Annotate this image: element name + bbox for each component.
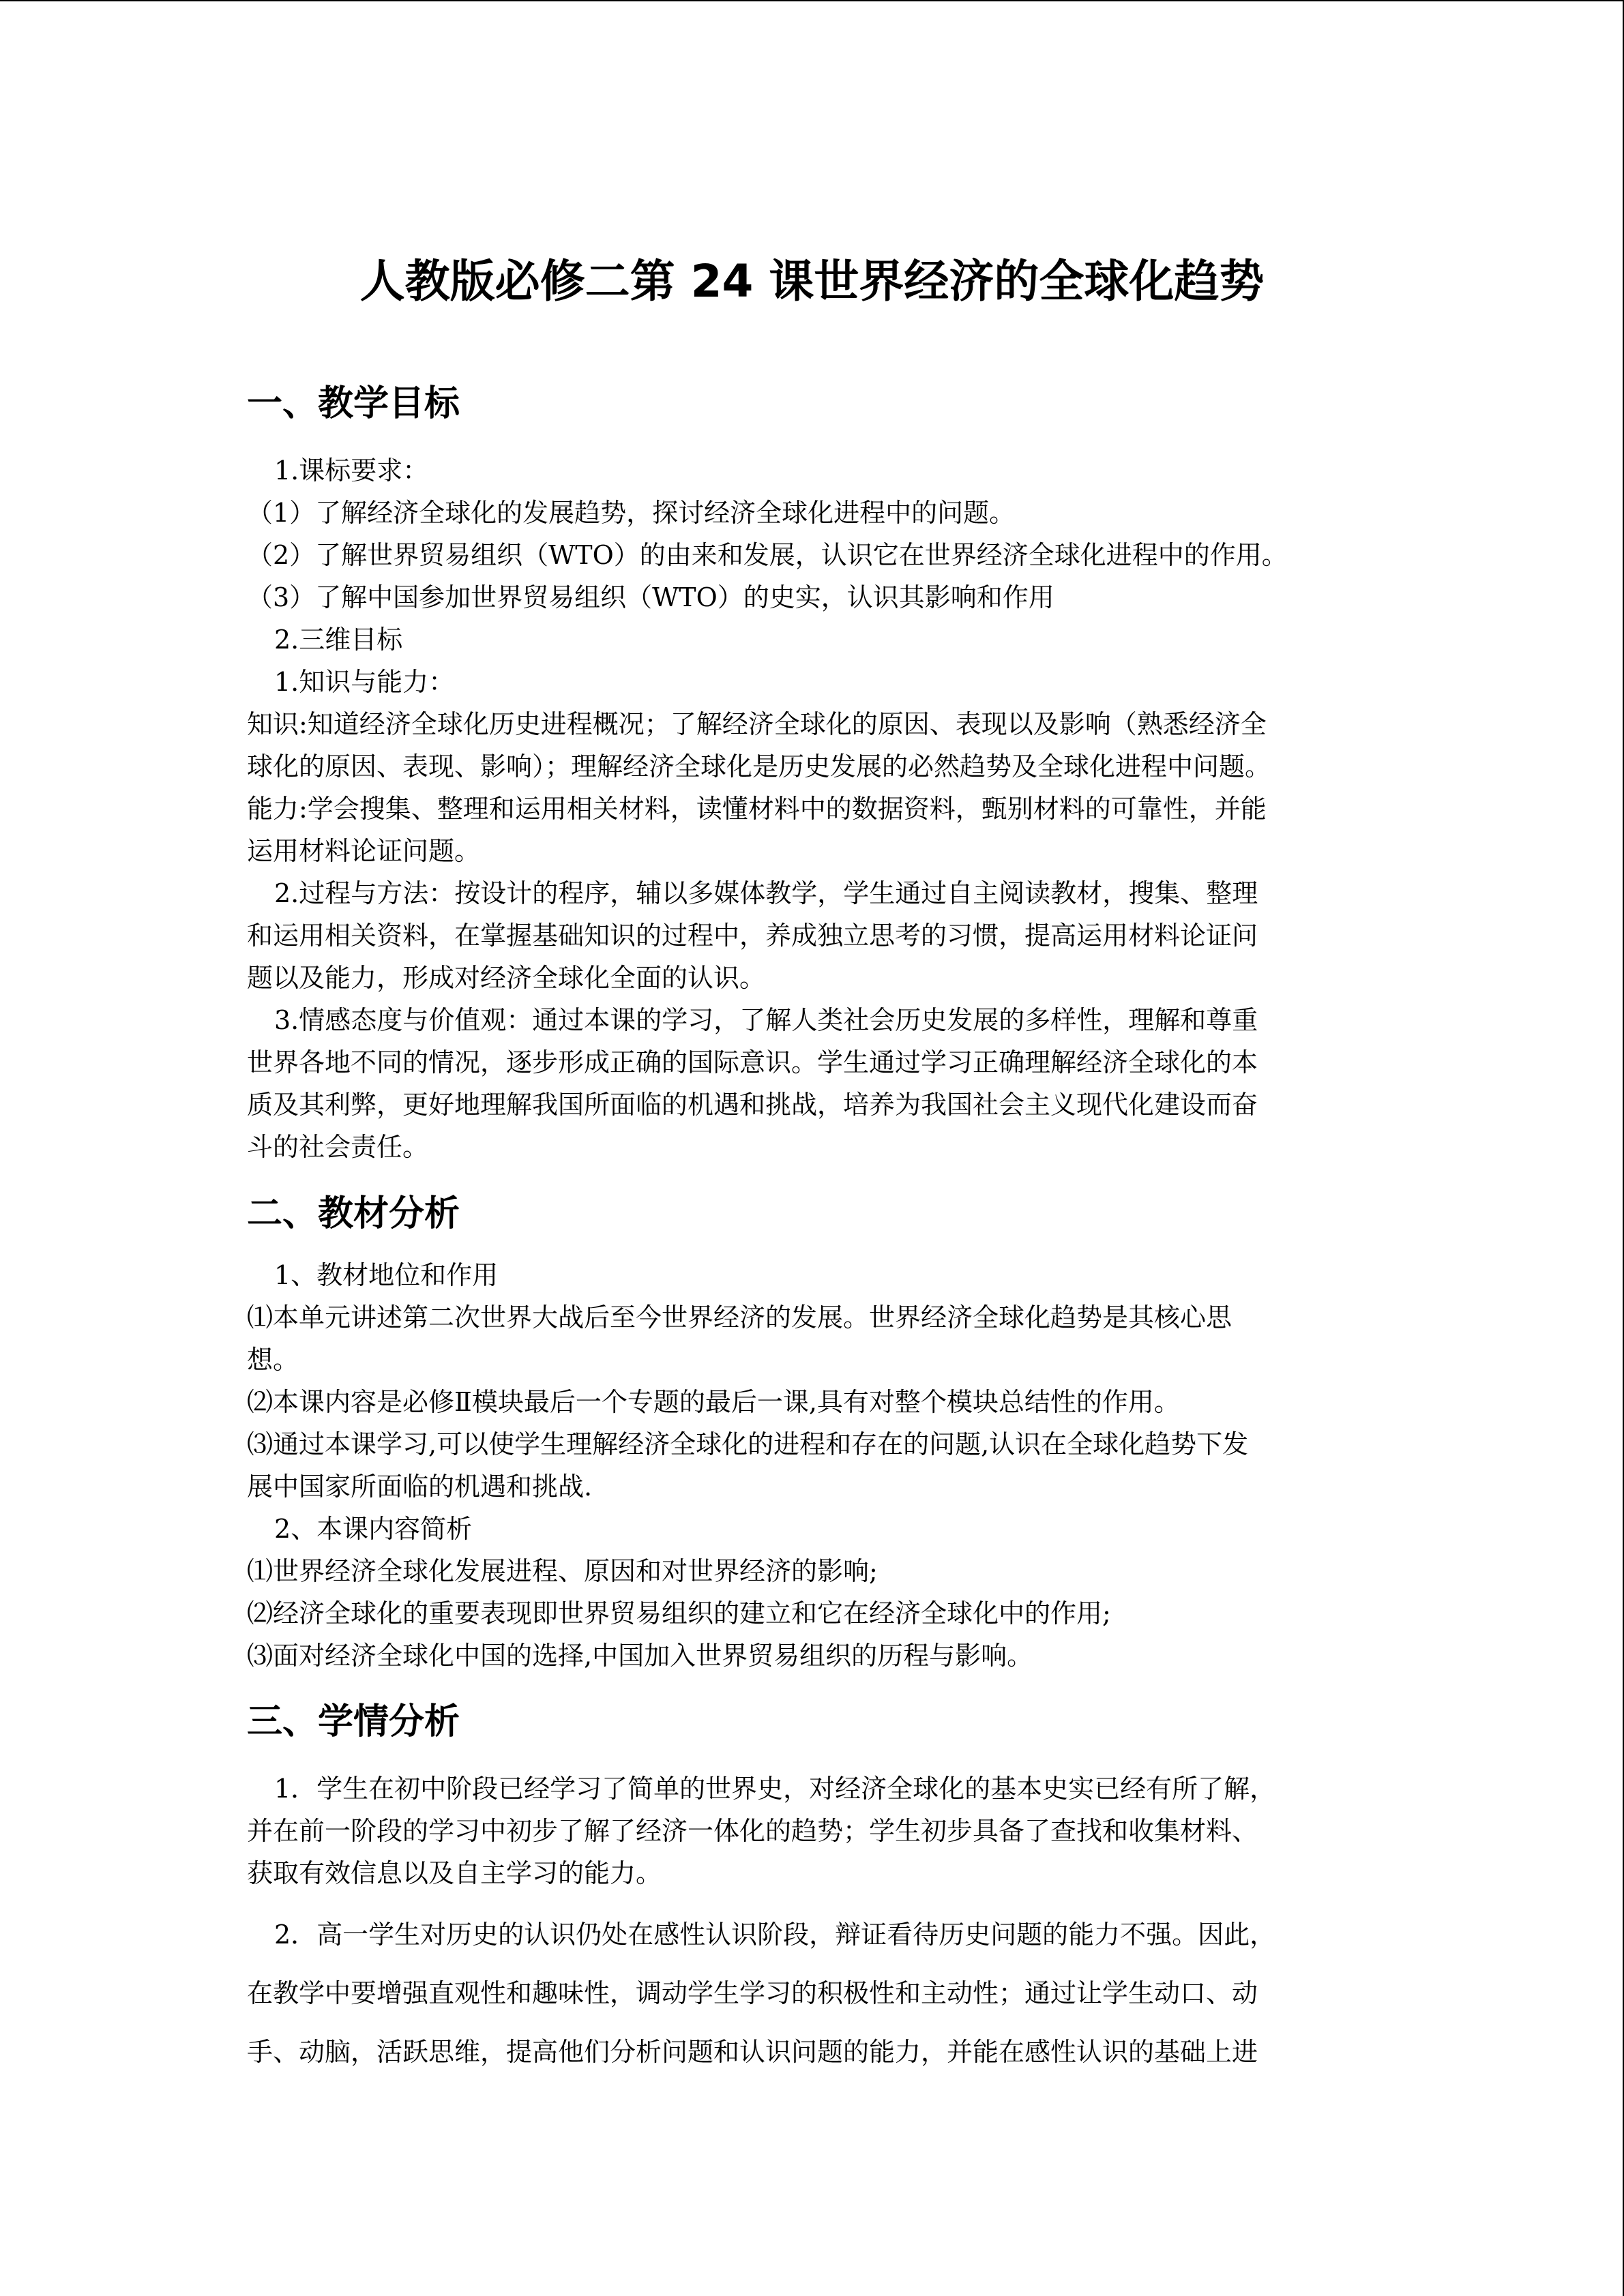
text-line: 2．高一学生对历史的认识仍处在感性认识阶段，辩证看待历史问题的能力不强。因此， xyxy=(274,1920,1276,1950)
text-line: 2.过程与方法：按设计的程序，辅以多媒体教学，学生通过自主阅读教材，搜集、整理 xyxy=(274,878,1258,908)
text-line: 2、本课内容简析 xyxy=(274,1514,473,1544)
document-title: 人教版必修二第 24 课世界经济的全球化趋势 xyxy=(359,255,1265,308)
text-line: （1）了解经济全球化的发展趋势，探讨经济全球化进程中的问题。 xyxy=(247,498,1016,528)
text-line: 1.知识与能力： xyxy=(274,667,455,697)
section-heading: 二、教材分析 xyxy=(247,1193,460,1234)
section-heading: 一、教学目标 xyxy=(247,383,460,424)
text-line: 3.情感态度与价值观：通过本课的学习，了解人类社会历史发展的多样性，理解和尊重 xyxy=(274,1005,1258,1035)
text-line: 知识:知道经济全球化历史进程概况；了解经济全球化的原因、表现以及影响（熟悉经济全 xyxy=(247,709,1267,739)
text-line: 并在前一阶段的学习中初步了解了经济一体化的趋势；学生初步具备了查找和收集材料、 xyxy=(247,1816,1258,1846)
text-line: （2）了解世界贸易组织（WTO）的由来和发展，认识它在世界经济全球化进程中的作用。 xyxy=(247,540,1288,570)
text-line: 运用材料论证问题。 xyxy=(247,836,481,866)
text-line: 和运用相关资料，在掌握基础知识的过程中，养成独立思考的习惯，提高运用材料论证问 xyxy=(247,921,1258,951)
text-line: 2.三维目标 xyxy=(274,625,403,655)
text-line: 想。 xyxy=(247,1345,299,1375)
text-line: ⑴本单元讲述第二次世界大战后至今世界经济的发展。世界经济全球化趋势是其核心思 xyxy=(247,1302,1232,1332)
text-line: 获取有效信息以及自主学习的能力。 xyxy=(247,1858,662,1888)
text-line: （3）了解中国参加世界贸易组织（WTO）的史实，认识其影响和作用 xyxy=(247,582,1054,612)
text-line: 能力:学会搜集、整理和运用相关材料，读懂材料中的数据资料，甄别材料的可靠性，并能 xyxy=(247,794,1267,824)
text-line: ⑴世界经济全球化发展进程、原因和对世界经济的影响; xyxy=(247,1556,878,1586)
text-line: 质及其利弊，更好地理解我国所面临的机遇和挑战，培养为我国社会主义现代化建设而奋 xyxy=(247,1090,1258,1120)
text-line: ⑵本课内容是必修Ⅱ模块最后一个专题的最后一课,具有对整个模块总结性的作用。 xyxy=(247,1387,1180,1417)
text-line: 1．学生在初中阶段已经学习了简单的世界史，对经济全球化的基本史实已经有所了解， xyxy=(274,1774,1276,1804)
text-line: 在教学中要增强直观性和趣味性，调动学生学习的积极性和主动性；通过让学生动口、动 xyxy=(247,1978,1258,2008)
text-line: ⑵经济全球化的重要表现即世界贸易组织的建立和它在经济全球化中的作用; xyxy=(247,1598,1111,1628)
text-line: 1.课标要求： xyxy=(274,456,429,486)
text-line: 1、教材地位和作用 xyxy=(274,1260,499,1290)
text-line: 世界各地不同的情况，逐步形成正确的国际意识。学生通过学习正确理解经济全球化的本 xyxy=(247,1047,1258,1077)
text-line: ⑶通过本课学习,可以使学生理解经济全球化的进程和存在的问题,认识在全球化趋势下发 xyxy=(247,1429,1249,1459)
text-line: 斗的社会责任。 xyxy=(247,1132,429,1162)
section-heading: 三、学情分析 xyxy=(247,1701,460,1742)
text-line: ⑶面对经济全球化中国的选择,中国加入世界贸易组织的历程与影响。 xyxy=(247,1641,1033,1671)
text-line: 球化的原因、表现、影响）；理解经济全球化是历史发展的必然趋势及全球化进程中问题。 xyxy=(247,751,1271,781)
text-line: 题以及能力，形成对经济全球化全面的认识。 xyxy=(247,963,766,993)
text-line: 展中国家所面临的机遇和挑战. xyxy=(247,1472,593,1502)
text-line: 手、动脑，活跃思维，提高他们分析问题和认识问题的能力，并能在感性认识的基础上进 xyxy=(247,2037,1258,2067)
